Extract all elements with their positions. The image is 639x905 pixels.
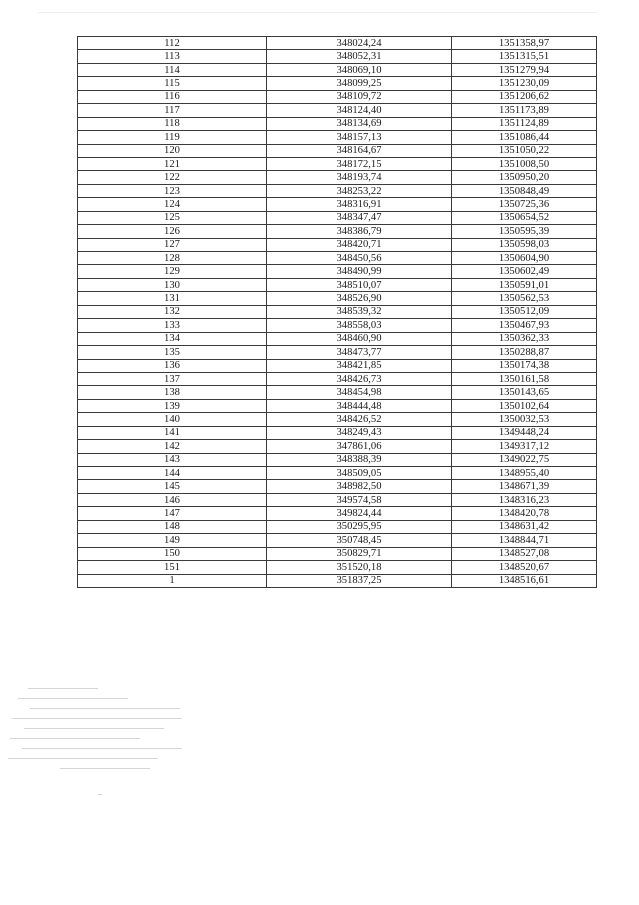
- table-row: [78, 252, 597, 265]
- x-coordinate-cell: 348444,48: [267, 399, 452, 412]
- y-coordinate-cell: 1348420,78: [452, 507, 597, 520]
- point-number-cell: 126: [78, 225, 267, 238]
- x-coordinate-cell: 349824,44: [267, 507, 452, 520]
- table-row: [78, 399, 597, 412]
- table-row: [78, 372, 597, 385]
- x-coordinate-cell: 348172,15: [267, 157, 452, 170]
- y-coordinate-cell: 1349022,75: [452, 453, 597, 466]
- y-coordinate-cell: 1350654,52: [452, 211, 597, 224]
- table-row: [78, 453, 597, 466]
- point-number-cell: 148: [78, 520, 267, 533]
- x-coordinate-cell: 348249,43: [267, 426, 452, 439]
- point-number-cell: 128: [78, 252, 267, 265]
- faded-stamp-mark: [0, 684, 200, 804]
- table-row: [78, 332, 597, 345]
- point-number-cell: 147: [78, 507, 267, 520]
- x-coordinate-cell: 348420,71: [267, 238, 452, 251]
- point-number-cell: 133: [78, 319, 267, 332]
- point-number-cell: 116: [78, 90, 267, 103]
- point-number-cell: 123: [78, 184, 267, 197]
- table-row: [78, 359, 597, 372]
- table-row: [78, 238, 597, 251]
- table-row: [78, 413, 597, 426]
- y-coordinate-cell: 1350467,93: [452, 319, 597, 332]
- table-row: [78, 131, 597, 144]
- y-coordinate-cell: 1350950,20: [452, 171, 597, 184]
- y-coordinate-cell: 1348631,42: [452, 520, 597, 533]
- x-coordinate-cell: 348124,40: [267, 104, 452, 117]
- y-coordinate-cell: 1350848,49: [452, 184, 597, 197]
- x-coordinate-cell: 348526,90: [267, 292, 452, 305]
- x-coordinate-cell: 348316,91: [267, 198, 452, 211]
- x-coordinate-cell: 348052,31: [267, 50, 452, 63]
- y-coordinate-cell: 1350161,58: [452, 372, 597, 385]
- point-number-cell: 142: [78, 440, 267, 453]
- x-coordinate-cell: 348109,72: [267, 90, 452, 103]
- y-coordinate-cell: 1350174,38: [452, 359, 597, 372]
- y-coordinate-cell: 1350591,01: [452, 278, 597, 291]
- table-row: [78, 440, 597, 453]
- table-row: [78, 225, 597, 238]
- point-number-cell: 146: [78, 493, 267, 506]
- y-coordinate-cell: 1349317,12: [452, 440, 597, 453]
- point-number-cell: 115: [78, 77, 267, 90]
- point-number-cell: 117: [78, 104, 267, 117]
- point-number-cell: 141: [78, 426, 267, 439]
- y-coordinate-cell: 1351279,94: [452, 63, 597, 76]
- x-coordinate-cell: 348134,69: [267, 117, 452, 130]
- table-row: [78, 346, 597, 359]
- y-coordinate-cell: 1351008,50: [452, 157, 597, 170]
- x-coordinate-cell: 351520,18: [267, 561, 452, 574]
- table-row: [78, 117, 597, 130]
- table-row: [78, 467, 597, 480]
- point-number-cell: 149: [78, 534, 267, 547]
- x-coordinate-cell: 348509,05: [267, 467, 452, 480]
- table-row: [78, 37, 597, 50]
- x-coordinate-cell: 348982,50: [267, 480, 452, 493]
- table-row: [78, 104, 597, 117]
- table-row: [78, 77, 597, 90]
- y-coordinate-cell: 1350032,53: [452, 413, 597, 426]
- coordinates-table-body: [78, 37, 597, 588]
- y-coordinate-cell: 1348955,40: [452, 467, 597, 480]
- point-number-cell: 112: [78, 37, 267, 50]
- y-coordinate-cell: 1348527,08: [452, 547, 597, 560]
- y-coordinate-cell: 1351173,89: [452, 104, 597, 117]
- table-row: [78, 184, 597, 197]
- table-row: [78, 198, 597, 211]
- table-row: [78, 561, 597, 574]
- point-number-cell: 137: [78, 372, 267, 385]
- table-row: [78, 493, 597, 506]
- point-number-cell: 114: [78, 63, 267, 76]
- y-coordinate-cell: 1351230,09: [452, 77, 597, 90]
- y-coordinate-cell: 1350102,64: [452, 399, 597, 412]
- y-coordinate-cell: 1350602,49: [452, 265, 597, 278]
- table-row: [78, 278, 597, 291]
- x-coordinate-cell: 348558,03: [267, 319, 452, 332]
- x-coordinate-cell: 348454,98: [267, 386, 452, 399]
- point-number-cell: 127: [78, 238, 267, 251]
- y-coordinate-cell: 1351050,22: [452, 144, 597, 157]
- x-coordinate-cell: 348024,24: [267, 37, 452, 50]
- point-number-cell: 135: [78, 346, 267, 359]
- table-row: [78, 292, 597, 305]
- point-number-cell: 131: [78, 292, 267, 305]
- table-row: [78, 157, 597, 170]
- y-coordinate-cell: 1348671,39: [452, 480, 597, 493]
- y-coordinate-cell: 1350143,65: [452, 386, 597, 399]
- y-coordinate-cell: 1348316,23: [452, 493, 597, 506]
- y-coordinate-cell: 1348516,61: [452, 574, 597, 587]
- point-number-cell: 134: [78, 332, 267, 345]
- point-number-cell: 121: [78, 157, 267, 170]
- x-coordinate-cell: 348347,47: [267, 211, 452, 224]
- point-number-cell: 139: [78, 399, 267, 412]
- x-coordinate-cell: 349574,58: [267, 493, 452, 506]
- point-number-cell: 145: [78, 480, 267, 493]
- table-row: [78, 265, 597, 278]
- y-coordinate-cell: 1348520,67: [452, 561, 597, 574]
- table-row: [78, 480, 597, 493]
- table-row: [78, 50, 597, 63]
- table-row: [78, 211, 597, 224]
- point-number-cell: 1: [78, 574, 267, 587]
- y-coordinate-cell: 1350562,53: [452, 292, 597, 305]
- y-coordinate-cell: 1348844,71: [452, 534, 597, 547]
- y-coordinate-cell: 1350604,90: [452, 252, 597, 265]
- table-row: [78, 63, 597, 76]
- x-coordinate-cell: 348164,67: [267, 144, 452, 157]
- x-coordinate-cell: 348490,99: [267, 265, 452, 278]
- x-coordinate-cell: 348421,85: [267, 359, 452, 372]
- point-number-cell: 140: [78, 413, 267, 426]
- table-row: [78, 386, 597, 399]
- coordinates-table: [77, 36, 597, 588]
- y-coordinate-cell: 1349448,24: [452, 426, 597, 439]
- table-row: [78, 426, 597, 439]
- table-row: [78, 319, 597, 332]
- x-coordinate-cell: 348460,90: [267, 332, 452, 345]
- point-number-cell: 136: [78, 359, 267, 372]
- point-number-cell: 143: [78, 453, 267, 466]
- y-coordinate-cell: 1350595,39: [452, 225, 597, 238]
- table-row: [78, 547, 597, 560]
- y-coordinate-cell: 1350598,03: [452, 238, 597, 251]
- x-coordinate-cell: 348193,74: [267, 171, 452, 184]
- table-row: [78, 574, 597, 587]
- table-row: [78, 520, 597, 533]
- table-row: [78, 507, 597, 520]
- point-number-cell: 119: [78, 131, 267, 144]
- x-coordinate-cell: 350829,71: [267, 547, 452, 560]
- point-number-cell: 122: [78, 171, 267, 184]
- point-number-cell: 151: [78, 561, 267, 574]
- table-row: [78, 144, 597, 157]
- x-coordinate-cell: 348253,22: [267, 184, 452, 197]
- point-number-cell: 132: [78, 305, 267, 318]
- x-coordinate-cell: 351837,25: [267, 574, 452, 587]
- point-number-cell: 130: [78, 278, 267, 291]
- y-coordinate-cell: 1350288,87: [452, 346, 597, 359]
- table-row: [78, 305, 597, 318]
- x-coordinate-cell: 348426,52: [267, 413, 452, 426]
- table-row: [78, 171, 597, 184]
- point-number-cell: 125: [78, 211, 267, 224]
- x-coordinate-cell: 348450,56: [267, 252, 452, 265]
- x-coordinate-cell: 350748,45: [267, 534, 452, 547]
- x-coordinate-cell: 348426,73: [267, 372, 452, 385]
- y-coordinate-cell: 1350725,36: [452, 198, 597, 211]
- point-number-cell: 120: [78, 144, 267, 157]
- x-coordinate-cell: 348510,07: [267, 278, 452, 291]
- point-number-cell: 144: [78, 467, 267, 480]
- x-coordinate-cell: 348388,39: [267, 453, 452, 466]
- y-coordinate-cell: 1351206,62: [452, 90, 597, 103]
- y-coordinate-cell: 1350512,09: [452, 305, 597, 318]
- x-coordinate-cell: 348157,13: [267, 131, 452, 144]
- x-coordinate-cell: 350295,95: [267, 520, 452, 533]
- y-coordinate-cell: 1351315,51: [452, 50, 597, 63]
- point-number-cell: 113: [78, 50, 267, 63]
- top-divider: [38, 12, 598, 13]
- y-coordinate-cell: 1351358,97: [452, 37, 597, 50]
- x-coordinate-cell: 348473,77: [267, 346, 452, 359]
- y-coordinate-cell: 1350362,33: [452, 332, 597, 345]
- x-coordinate-cell: 348539,32: [267, 305, 452, 318]
- point-number-cell: 150: [78, 547, 267, 560]
- table-row: [78, 90, 597, 103]
- y-coordinate-cell: 1351124,89: [452, 117, 597, 130]
- x-coordinate-cell: 348386,79: [267, 225, 452, 238]
- x-coordinate-cell: 348069,10: [267, 63, 452, 76]
- table-row: [78, 534, 597, 547]
- point-number-cell: 124: [78, 198, 267, 211]
- point-number-cell: 129: [78, 265, 267, 278]
- point-number-cell: 138: [78, 386, 267, 399]
- y-coordinate-cell: 1351086,44: [452, 131, 597, 144]
- x-coordinate-cell: 347861,06: [267, 440, 452, 453]
- x-coordinate-cell: 348099,25: [267, 77, 452, 90]
- point-number-cell: 118: [78, 117, 267, 130]
